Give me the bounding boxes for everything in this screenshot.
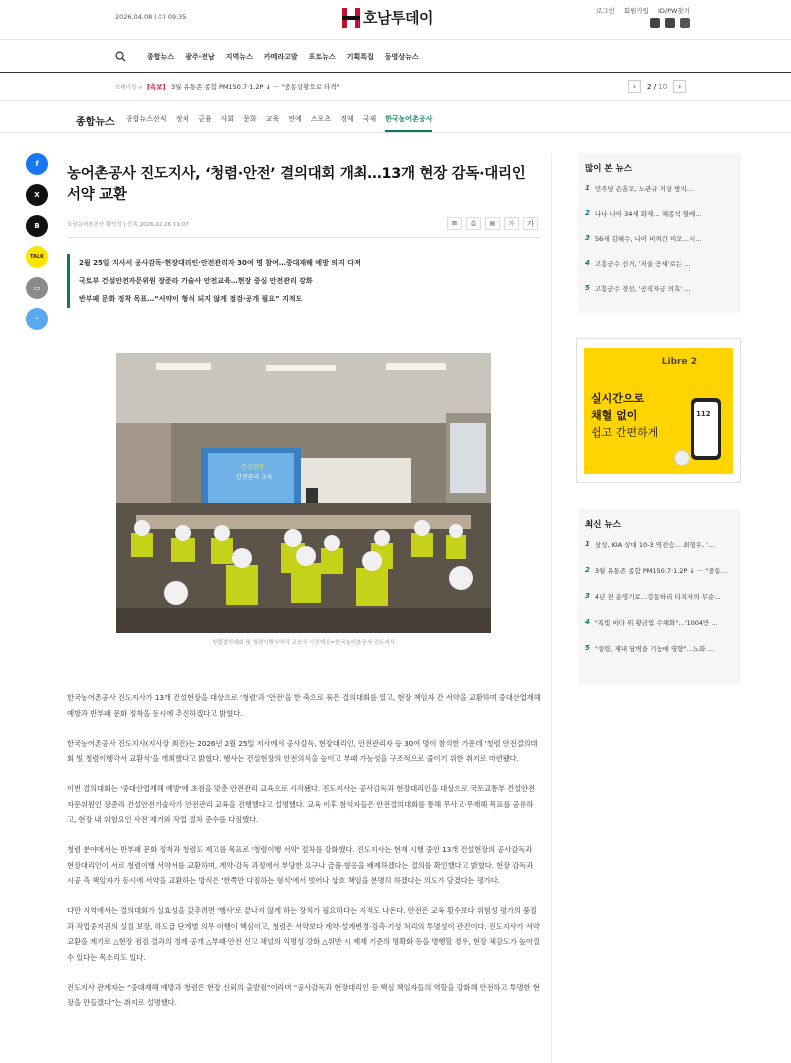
list-item[interactable]: 4 "폭빛 바다 위 황금빛 수채화"…'1004만 … <box>585 618 718 627</box>
latest-news-title: 최신 뉴스 <box>585 520 621 530</box>
article-headline: 농어촌공사 진도지사, ‘청렴·안전’ 결의대회 개최…13개 현장 감독·대리인 서약 교환 <box>67 166 526 203</box>
subnav-item-active[interactable]: 한국농어촌공사 <box>385 114 432 132</box>
article-paragraph: 한국농어촌공사 진도지사(지사장 최진)는 2026년 2월 25일 지사에서 공사감독, 현장대리인, 안전관리자 등 30여 명이 참석한 가운데 '청렴 안전결의대회 및 청렴이행각서 교환식'을 개최했다고 밝혔다. 행사는 건설현장의 안전의식을 높이고 부패 가능성을 구조적으로 줄이기 위한 취지로 마련됐다. <box>67 738 538 763</box>
column-divider <box>551 153 552 1063</box>
comment-icon[interactable]: ▭ <box>26 277 48 299</box>
rss-icon[interactable] <box>650 18 660 28</box>
subnav-item[interactable]: 연예 <box>288 115 302 123</box>
signup-link[interactable]: 회원가입 <box>623 7 649 15</box>
header-divider <box>0 39 791 40</box>
ticker-divider <box>0 100 791 101</box>
latest-news-box <box>578 509 741 685</box>
top-links <box>596 6 690 15</box>
nav-item-camera[interactable]: 카메라고발 <box>263 53 298 61</box>
section-title[interactable]: 종합뉴스 <box>76 117 115 128</box>
sidebar-ad[interactable] <box>576 338 741 483</box>
summary-line: 2월 25일 지사서 공사감독·현장대리인·안전관리자 30여 명 참여…중대재해 예방 의지 다져 <box>79 259 361 267</box>
article-photo <box>116 353 491 633</box>
article-paragraph: 이번 결의대회는 '중대산업재해 예방'에 초점을 맞춘 안전관리 교육으로 시작됐다. 진도지사는 공사감독과 현장대리인을 대상으로 국토교통부 건설안전자문위원인 장준라 건설안전기술사가 안전관리 교육을 진행했다고 설명했다. 교육 이후 참석자들은 안전결의대회를 통해 무사고·무재해 목표를 공유하고, 현장 내 위험요인 사전 제거와 작업 절차 준수를 다짐했다. <box>67 784 535 824</box>
subnav-item[interactable]: 문화 <box>243 115 257 123</box>
nav-item-photo[interactable]: 포토뉴스 <box>308 53 336 61</box>
photo-caption: 청렴결의대회 및 청렴이행서약식 교육식 사진제공=한국농어촌공사 진도지사 <box>211 640 396 646</box>
ticker-pager <box>628 80 686 93</box>
ad-line: 채혈 없이 <box>591 409 638 422</box>
ticker-page-indicator: 2 / 10 <box>647 82 668 91</box>
login-link[interactable]: 로그인 <box>596 7 615 15</box>
summary-line: 국토부 건설안전자문위원 장준라 기술사 안전교육…현장 중심 안전관리 강화 <box>79 277 313 285</box>
nav-item-general[interactable]: 종합뉴스 <box>147 53 175 61</box>
svg-text:건설현장: 건설현장 <box>241 464 265 471</box>
subnav-item[interactable]: 스포츠 <box>310 115 332 123</box>
email-icon[interactable]: ⊠ <box>447 217 462 230</box>
article-byline: 호남농어촌공사 확인성 | 등록 2026.02.26 11:07 <box>67 222 189 228</box>
kakaotalk-share-icon[interactable]: TALK <box>26 246 48 268</box>
subnav-item[interactable]: 금융 <box>198 115 212 123</box>
article-paragraph: 진도지사 관계자는 “중대재해 예방과 청렴은 현장 신뢰의 출발점”이라며 “공사감독과 현장대리인 등 핵심 책임자들의 역할을 강화해 안전하고 투명한 현장을 만들겠다”는 취지로 설명했다. <box>67 982 540 1007</box>
subnav-item[interactable]: 경제 <box>340 115 354 123</box>
phone-image: 112 <box>691 398 721 460</box>
subnav-item[interactable]: 종합뉴스산식 <box>126 115 167 123</box>
ticker-label: 브레이킹 > <box>115 85 143 91</box>
link-share-icon[interactable]: · <box>26 308 48 330</box>
list-item[interactable]: 3 4년 전 운영기로…강동하리 티지자의 무순… <box>585 592 721 601</box>
list-item[interactable]: 2 3월 유통존 종합 PM150.7·1.2P ↓ ··· "중동… <box>585 566 728 575</box>
popular-news-box <box>578 153 741 313</box>
nav-divider <box>0 72 791 73</box>
list-item[interactable]: 1 민주당 손훈모, 노관규 거상 방지… <box>585 184 694 193</box>
top-icons <box>650 18 690 28</box>
header-date: 2026.04.08 (수) 09:35 <box>115 13 187 21</box>
section-subnav <box>126 114 432 132</box>
ticker-tag: [속보] <box>147 83 166 91</box>
nav-item-video[interactable]: 동영상뉴스 <box>384 53 419 61</box>
list-item[interactable]: 5 "설령, 제내 담벽을 기능에 영향"…노화 … <box>585 644 715 653</box>
article-body <box>67 690 541 1025</box>
blog-share-icon[interactable]: B <box>26 215 48 237</box>
facebook-share-icon[interactable]: f <box>26 153 48 175</box>
chevron-left-icon: ‹ <box>632 82 637 91</box>
sensor-image <box>674 450 690 466</box>
subnav-item[interactable]: 정치 <box>175 115 190 123</box>
main-nav <box>147 52 419 62</box>
section-divider <box>0 132 791 133</box>
mobile-icon[interactable] <box>665 18 675 28</box>
nav-item-gwangju[interactable]: 광주·전남 <box>185 53 215 61</box>
nav-item-local[interactable]: 지역뉴스 <box>225 53 253 61</box>
list-item[interactable]: 3 56세 김혜수, 나이 비껴간 미모…시… <box>585 234 702 243</box>
site-logo[interactable] <box>342 7 433 28</box>
logo-mark-icon <box>342 8 360 28</box>
font-smaller-button[interactable]: 가 <box>504 217 519 230</box>
subnav-item[interactable]: 교육 <box>265 115 280 123</box>
chevron-right-icon: › <box>678 82 682 91</box>
article-paragraph: 청렴 분야에서는 반부패 문화 정착과 청렴도 제고를 목표로 '청렴이행 서약' 절차를 강화했다. 진도지사는 현재 시행 중인 13개 건설현장의 공사감독과 현장대리인이 서로 청렴이행 서약서를 교환하며, 계약·감독 과정에서 부당한 요구나 금품·향응을 배제하겠다는 결의를 확인했다고 밝혔다. 현장 감독과 시공 측 책임자가 동시에 서약을 교환하는 방식은 '한쪽만 다짐하는 형식'에서 벗어나 상호 책임을 분명히 하겠다는 의도가 담겼다는 평가다. <box>67 845 534 885</box>
summary-line: 반부패 문화 정착 목표…“서약이 형식 되지 않게 점검·공개 필요” 지적도 <box>79 295 303 303</box>
article-tools <box>447 217 538 230</box>
font-larger-button[interactable]: 가 <box>523 217 538 230</box>
facebook-icon[interactable] <box>680 18 690 28</box>
list-item[interactable]: 4 고흥군수 선거, '저울 공세'로는 … <box>585 259 691 268</box>
ad-line: 실시간으로 <box>591 392 645 405</box>
article-summary <box>67 254 537 308</box>
subnav-item[interactable]: 사회 <box>220 115 235 123</box>
list-item[interactable]: 2 나나 나이 34세 화제… 채종석 열애… <box>585 209 702 218</box>
popular-news-title: 많이 본 뉴스 <box>585 164 632 174</box>
share-column <box>26 153 48 330</box>
list-item[interactable]: 5 고흥군수 경선, '공직자금 의혹' … <box>585 284 691 293</box>
search-icon[interactable] <box>115 51 126 62</box>
logo-text: 호남투데이 <box>363 9 433 27</box>
subnav-item[interactable]: 국제 <box>362 115 377 123</box>
ticker-next-button[interactable] <box>673 80 686 93</box>
ticker-headline[interactable]: 3월 유통존 종합 PM150.7·1.2P ↓ ··· "중동상황으로 타격" <box>171 83 340 91</box>
ad-brand: Libre 2 <box>661 357 697 367</box>
find-id-link[interactable]: ID/PW찾기 <box>657 7 690 15</box>
list-item[interactable]: 1 삼성, KIA 상대 10-3 역전승… 최형우, '… <box>585 540 715 549</box>
print-icon[interactable]: ⎙ <box>466 217 481 230</box>
nav-item-feature[interactable]: 기획특집 <box>346 53 374 61</box>
scrap-icon[interactable]: ▤ <box>485 217 500 230</box>
article-paragraph: 다만 지역에서는 결의대회가 실효성을 갖추려면 '행사'로 끝나지 않게 하는 장치가 필요하다는 지적도 나온다. 안전은 교육 횟수보다 위험성 평가의 품질과 작업중지권의 실질 보장, 하도급 단계별 의무 이행이 핵심이고, 청렴은 서약보다 계약·설계변경·검측·기성 처리의 투명성이 관건이다. 진도지사가 서약 교환을 계기로 △현장 점검 결과의 정례 공개 △부패·안전 신고 채널의 익명성 강화 △위반 시 제재 기준의 명확화 등을 병행할 경우, 현장 체감도가 높아질 수 있다는 목소리도 있다. <box>67 906 540 962</box>
article-rule <box>67 237 541 238</box>
svg-text:안전관리 교육: 안전관리 교육 <box>236 474 273 481</box>
article-paragraph: 한국농어촌공사 진도지사가 13개 건설현장을 대상으로 '청렴'과 '안전'을 한 축으로 묶은 결의대회를 열고, 현장 책임자 간 서약을 교환하며 중대산업재해 예방과 반부패 문화 정착을 동시에 추진하겠다고 밝혔다. <box>67 693 541 718</box>
ad-line: 쉽고 간편하게 <box>591 426 659 439</box>
x-share-icon[interactable]: X <box>26 184 48 206</box>
ticker-prev-button[interactable] <box>628 80 641 93</box>
